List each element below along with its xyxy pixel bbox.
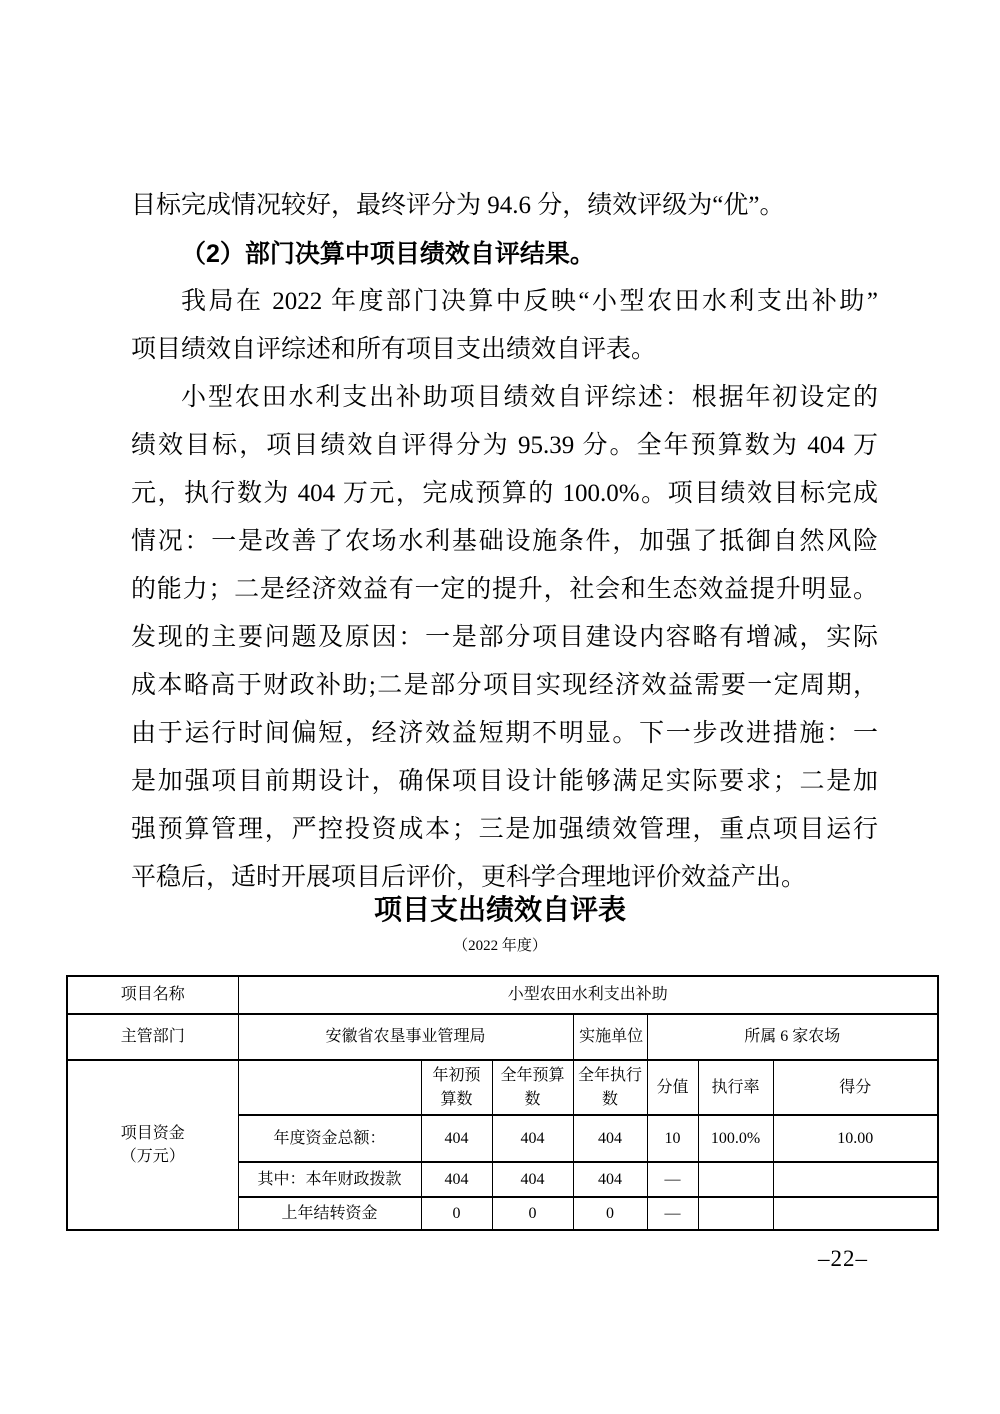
body-line: 元，执行数为 404 万元，完成预算的 100.0%。项目绩效目标完成 <box>131 480 878 507</box>
col-header-score: 得分 <box>773 1060 938 1115</box>
cell-points: — <box>647 1197 698 1230</box>
cell-exec-rate <box>698 1197 773 1230</box>
cell-annual-budget: 404 <box>492 1115 573 1162</box>
row-label-carryover-funds: 上年结转资金 <box>238 1197 421 1230</box>
dept-label: 主管部门 <box>67 1014 238 1060</box>
body-line: 平稳后，适时开展项目后评价，更科学合理地评价效益产出。 <box>131 864 807 891</box>
impl-unit-label <box>573 1014 647 1060</box>
col-header-executed: 全年执行数 <box>573 1060 647 1115</box>
project-name-value: 小型农田水利支出补助 <box>238 976 938 1014</box>
impl-unit-label-text: 实施单位 <box>579 1028 644 1046</box>
body-line: 目标完成情况较好，最终评分为 94.6 分，绩效评级为“优”。 <box>131 192 785 219</box>
section-heading: （2）部门决算中项目绩效自评结果。 <box>181 240 595 268</box>
cell-initial-budget: 0 <box>421 1197 492 1230</box>
cell-exec-rate <box>698 1162 773 1197</box>
col-header-points: 分值 <box>647 1060 698 1115</box>
row-label-fiscal-allocation: 其中：本年财政拨款 <box>238 1162 421 1197</box>
body-line: 我局在 2022 年度部门决算中反映“小型农田水利支出补助” <box>181 288 878 315</box>
table-row <box>67 1060 938 1115</box>
col-header-initial-budget: 年初预算数 <box>421 1060 492 1115</box>
body-line: 项目绩效自评综述和所有项目支出绩效自评表。 <box>131 336 657 363</box>
self-evaluation-table <box>66 975 939 1231</box>
table-subtitle: （2022 年度） <box>453 938 547 954</box>
cell-points: — <box>647 1162 698 1197</box>
cell-executed: 404 <box>573 1162 647 1197</box>
col-header-annual-budget: 全年预算数 <box>492 1060 573 1115</box>
project-name-label: 项目名称 <box>67 976 238 1014</box>
empty-cell <box>238 1060 421 1115</box>
cell-executed: 404 <box>573 1115 647 1162</box>
table-row <box>67 976 938 1014</box>
funds-group-label <box>67 1060 238 1230</box>
body-line: 强预算管理，严控投资成本；三是加强绩效管理，重点项目运行 <box>131 816 878 843</box>
dept-value: 安徽省农垦事业管理局 <box>238 1014 573 1060</box>
row-label-total-funds: 年度资金总额： <box>238 1115 421 1162</box>
body-line: 由于运行时间偏短，经济效益短期不明显。下一步改进措施：一 <box>131 720 878 747</box>
cell-score <box>773 1197 938 1230</box>
cell-exec-rate: 100.0% <box>698 1115 773 1162</box>
cell-initial-budget: 404 <box>421 1162 492 1197</box>
body-line: 是加强项目前期设计，确保项目设计能够满足实际要求；二是加 <box>131 768 878 795</box>
cell-score: 10.00 <box>773 1115 938 1162</box>
table-row <box>67 1014 938 1060</box>
body-line: 绩效目标，项目绩效自评得分为 95.39 分。全年预算数为 404 万 <box>131 432 878 459</box>
impl-unit-value: 所属 6 家农场 <box>647 1014 938 1060</box>
body-line: 小型农田水利支出补助项目绩效自评综述：根据年初设定的 <box>181 384 878 411</box>
cell-annual-budget: 0 <box>492 1197 573 1230</box>
cell-executed: 0 <box>573 1197 647 1230</box>
body-line: 发现的主要问题及原因：一是部分项目建设内容略有增减，实际 <box>131 624 878 651</box>
body-line: 成本略高于财政补助;二是部分项目实现经济效益需要一定周期， <box>131 672 878 699</box>
body-line: 情况：一是改善了农场水利基础设施条件，加强了抵御自然风险 <box>131 528 878 555</box>
funds-group-label-text: 项目资金（万元） <box>120 1124 185 1165</box>
page-number: –22– <box>818 1246 868 1271</box>
table-title: 项目支出绩效自评表 <box>373 894 626 925</box>
cell-points: 10 <box>647 1115 698 1162</box>
cell-score <box>773 1162 938 1197</box>
col-header-exec-rate: 执行率 <box>698 1060 773 1115</box>
body-line: 的能力；二是经济效益有一定的提升，社会和生态效益提升明显。 <box>131 576 878 603</box>
cell-annual-budget: 404 <box>492 1162 573 1197</box>
cell-initial-budget: 404 <box>421 1115 492 1162</box>
body-text-block <box>131 182 878 902</box>
